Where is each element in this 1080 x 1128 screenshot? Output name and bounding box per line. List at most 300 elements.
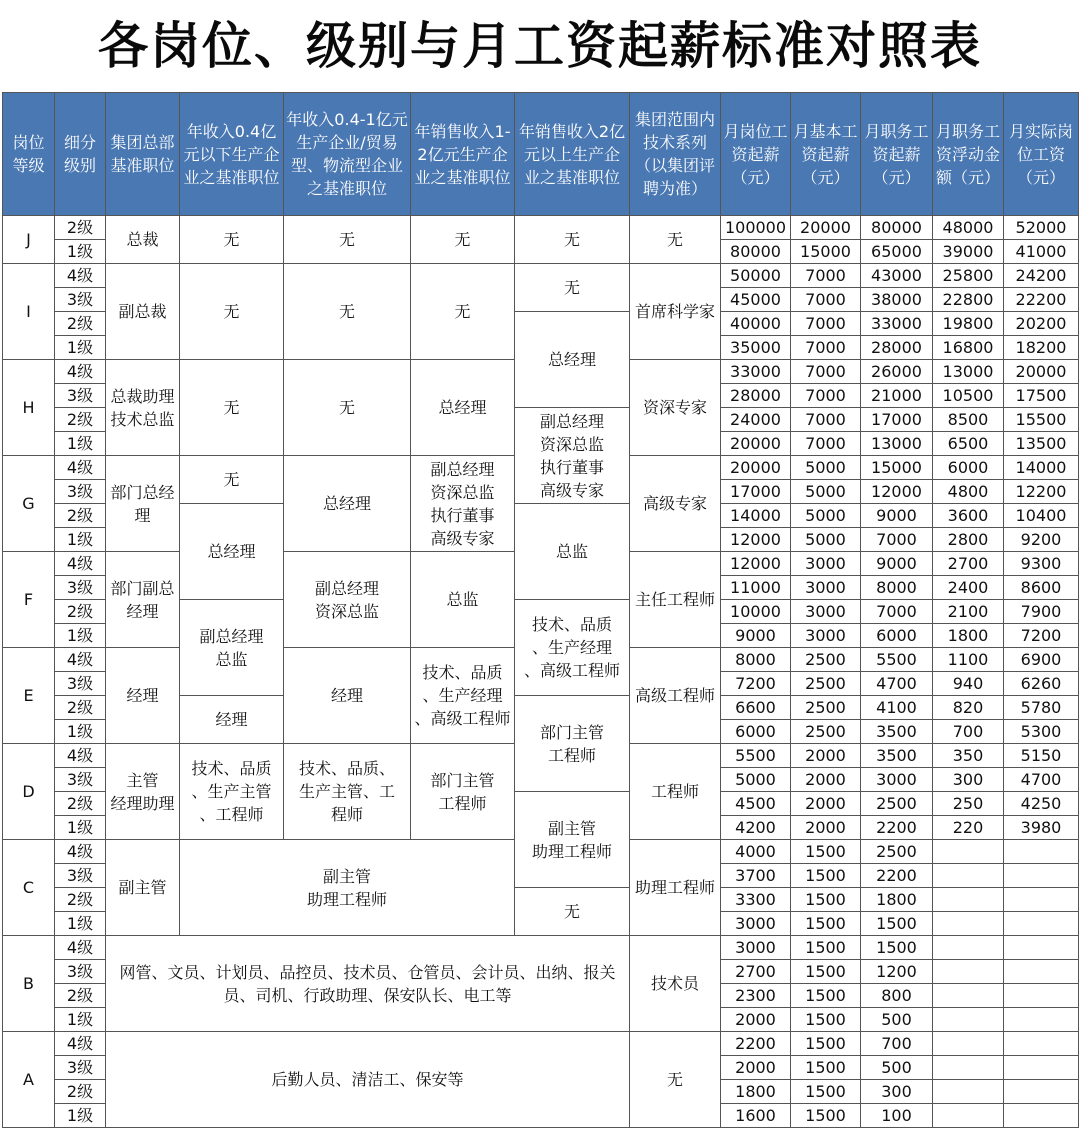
salary-value: 24200 [1004,264,1079,288]
sublevel-cell: 1级 [55,624,106,648]
grade-cell: B [3,936,55,1032]
salary-value [1004,960,1079,984]
position-cell-tech: 首席科学家 [630,264,721,360]
salary-value: 13000 [933,360,1004,384]
salary-value: 2300 [721,984,791,1008]
salary-value: 9000 [721,624,791,648]
salary-value: 2000 [791,792,861,816]
salary-value [1004,840,1079,864]
salary-value: 33000 [721,360,791,384]
salary-value: 2200 [861,816,933,840]
position-cell-hq: 后勤人员、清洁工、保安等 [106,1032,630,1128]
salary-value: 14000 [1004,456,1079,480]
salary-value [933,1104,1004,1128]
salary-value: 22200 [1004,288,1079,312]
salary-value: 2100 [933,600,1004,624]
position-cell-c4: 部门主管 工程师 [515,696,630,792]
position-cell-hq: 部门副总经理 [106,552,180,648]
salary-value: 11000 [721,576,791,600]
salary-value: 1800 [933,624,1004,648]
salary-value: 6000 [861,624,933,648]
salary-value: 2700 [721,960,791,984]
grade-cell: A [3,1032,55,1128]
salary-value: 10500 [933,384,1004,408]
salary-value: 2500 [791,696,861,720]
position-cell-c2: 无 [284,360,411,456]
salary-value: 5000 [791,480,861,504]
salary-value [1004,912,1079,936]
sublevel-cell: 4级 [55,552,106,576]
salary-value: 12000 [861,480,933,504]
sublevel-cell: 3级 [55,768,106,792]
salary-value: 9200 [1004,528,1079,552]
salary-value: 350 [933,744,1004,768]
sublevel-cell: 2级 [55,1080,106,1104]
salary-value: 1500 [861,912,933,936]
salary-value: 9000 [861,504,933,528]
salary-value: 80000 [721,240,791,264]
salary-value: 43000 [861,264,933,288]
sublevel-cell: 2级 [55,984,106,1008]
column-header: 岗位等级 [3,93,55,216]
salary-value [933,864,1004,888]
position-cell-c2: 技术、品质、 生产主管、工 程师 [284,744,411,840]
sublevel-cell: 4级 [55,744,106,768]
salary-value: 3300 [721,888,791,912]
position-cell-hq: 网管、文员、计划员、品控员、技术员、仓管员、会计员、出纳、报关员、司机、行政助理、保安队长、电工等 [106,936,630,1032]
salary-value: 8000 [721,648,791,672]
column-header: 月岗位工资起薪（元） [721,93,791,216]
table-row [3,216,1079,240]
salary-value: 1500 [791,1080,861,1104]
position-cell-tech: 助理工程师 [630,840,721,936]
salary-value: 13000 [861,432,933,456]
position-cell-c3: 总经理 [411,360,515,456]
salary-value: 5500 [721,744,791,768]
salary-value [933,840,1004,864]
salary-value: 3000 [791,624,861,648]
salary-value: 300 [861,1080,933,1104]
sublevel-cell: 2级 [55,600,106,624]
salary-value: 40000 [721,312,791,336]
sublevel-cell: 4级 [55,936,106,960]
salary-value: 48000 [933,216,1004,240]
position-cell-c4: 副总经理 资深总监 执行董事 高级专家 [515,408,630,504]
salary-value: 1500 [791,984,861,1008]
sublevel-cell: 1级 [55,720,106,744]
salary-value: 17500 [1004,384,1079,408]
salary-value: 17000 [721,480,791,504]
salary-value: 3000 [721,936,791,960]
salary-value: 28000 [861,336,933,360]
position-cell-hq: 经理 [106,648,180,744]
salary-value: 820 [933,696,1004,720]
position-cell-hq: 主管 经理助理 [106,744,180,840]
salary-value: 2700 [933,552,1004,576]
salary-value: 4200 [721,816,791,840]
table-body [3,216,1079,1128]
salary-value: 12200 [1004,480,1079,504]
salary-value: 3500 [861,744,933,768]
salary-value: 1200 [861,960,933,984]
salary-value: 3000 [791,600,861,624]
sublevel-cell: 2级 [55,696,106,720]
salary-value: 1500 [791,936,861,960]
sublevel-cell: 2级 [55,792,106,816]
salary-value: 5150 [1004,744,1079,768]
column-header: 集团范围内技术系列（以集团评聘为准） [630,93,721,216]
salary-value: 5000 [791,504,861,528]
grade-cell: J [3,216,55,264]
salary-value: 7000 [791,336,861,360]
position-cell-hq: 总裁 [106,216,180,264]
grade-cell: F [3,552,55,648]
salary-value: 3000 [861,768,933,792]
salary-value: 5000 [791,456,861,480]
salary-table [2,92,1079,1128]
salary-value: 2000 [721,1056,791,1080]
salary-value: 300 [933,768,1004,792]
salary-value [933,984,1004,1008]
salary-value: 1500 [791,1008,861,1032]
salary-value: 7000 [791,312,861,336]
sublevel-cell: 1级 [55,1008,106,1032]
position-cell-hq: 副总裁 [106,264,180,360]
position-cell-c3: 无 [411,216,515,264]
position-cell-c4: 无 [515,264,630,312]
sublevel-cell: 1级 [55,336,106,360]
salary-value: 17000 [861,408,933,432]
salary-value [1004,1080,1079,1104]
grade-cell: C [3,840,55,936]
salary-value: 16800 [933,336,1004,360]
position-cell-c1: 无 [180,360,284,456]
salary-value [1004,1056,1079,1080]
salary-value: 940 [933,672,1004,696]
salary-value: 1500 [791,1056,861,1080]
grade-cell: H [3,360,55,456]
salary-value: 39000 [933,240,1004,264]
salary-value: 7000 [791,264,861,288]
salary-value [933,1032,1004,1056]
salary-value: 2500 [791,648,861,672]
salary-value: 3700 [721,864,791,888]
position-cell-c4: 技术、品质 、生产经理 、高级工程师 [515,600,630,696]
salary-value: 5500 [861,648,933,672]
sublevel-cell: 1级 [55,816,106,840]
position-cell-hq: 部门总经理 [106,456,180,552]
position-cell-c4: 无 [515,888,630,936]
salary-value: 15000 [791,240,861,264]
position-cell-c1: 总经理 [180,504,284,600]
salary-value [1004,864,1079,888]
salary-value: 2200 [721,1032,791,1056]
sublevel-cell: 3级 [55,480,106,504]
column-header: 月职务工资起薪（元） [861,93,933,216]
salary-value: 10400 [1004,504,1079,528]
column-header: 月实际岗位工资（元） [1004,93,1079,216]
position-cell-tech: 工程师 [630,744,721,840]
sublevel-cell: 2级 [55,312,106,336]
salary-value: 2500 [791,720,861,744]
salary-value: 20000 [721,456,791,480]
salary-value: 100000 [721,216,791,240]
salary-value: 25800 [933,264,1004,288]
salary-value: 20000 [1004,360,1079,384]
position-cell-tech: 技术员 [630,936,721,1032]
salary-value: 20200 [1004,312,1079,336]
salary-value: 5000 [721,768,791,792]
salary-value: 3980 [1004,816,1079,840]
sublevel-cell: 4级 [55,264,106,288]
sublevel-cell: 4级 [55,456,106,480]
salary-value: 12000 [721,528,791,552]
position-cell-c2: 无 [284,264,411,360]
salary-value: 6900 [1004,648,1079,672]
salary-value: 100 [861,1104,933,1128]
position-cell-c2: 总经理 [284,456,411,552]
salary-value [1004,1008,1079,1032]
salary-value: 2000 [791,744,861,768]
salary-value: 4250 [1004,792,1079,816]
position-cell-c3: 无 [411,264,515,360]
salary-value: 7000 [791,384,861,408]
sublevel-cell: 4级 [55,840,106,864]
position-cell-c4: 总监 [515,504,630,600]
salary-value: 800 [861,984,933,1008]
sublevel-cell: 4级 [55,360,106,384]
salary-value: 21000 [861,384,933,408]
salary-value: 12000 [721,552,791,576]
sublevel-cell: 3级 [55,288,106,312]
salary-value: 1500 [791,960,861,984]
grade-cell: E [3,648,55,744]
column-header: 年销售收入2亿元以上生产企业之基准职位 [515,93,630,216]
salary-value: 18200 [1004,336,1079,360]
position-cell-c3: 总监 [411,552,515,648]
position-cell-c4: 副主管 助理工程师 [515,792,630,888]
salary-value: 28000 [721,384,791,408]
position-cell-c3: 副总经理 资深总监 执行董事 高级专家 [411,456,515,552]
salary-value: 7000 [861,600,933,624]
salary-value [933,1056,1004,1080]
salary-value [1004,984,1079,1008]
salary-value [933,936,1004,960]
salary-value: 35000 [721,336,791,360]
salary-value: 6000 [933,456,1004,480]
salary-value: 1800 [861,888,933,912]
position-cell-c1: 无 [180,264,284,360]
table-row [3,264,1079,288]
salary-value: 3000 [791,576,861,600]
position-cell-tech: 资深专家 [630,360,721,456]
salary-value [1004,936,1079,960]
salary-value: 80000 [861,216,933,240]
salary-value: 33000 [861,312,933,336]
salary-value: 4500 [721,792,791,816]
header-row [3,93,1079,216]
salary-value: 2200 [861,864,933,888]
sublevel-cell: 3级 [55,672,106,696]
salary-value: 3600 [933,504,1004,528]
sublevel-cell: 3级 [55,960,106,984]
salary-value: 13500 [1004,432,1079,456]
position-cell-tech: 无 [630,216,721,264]
sublevel-cell: 2级 [55,216,106,240]
salary-value: 41000 [1004,240,1079,264]
column-header: 月职务工资浮动金额（元） [933,93,1004,216]
sublevel-cell: 4级 [55,648,106,672]
salary-value: 8600 [1004,576,1079,600]
position-cell-c1: 技术、品质 、生产主管 、工程师 [180,744,284,840]
table-row [3,936,1079,960]
position-cell-tech: 无 [630,1032,721,1128]
salary-value: 50000 [721,264,791,288]
position-cell-tech: 高级专家 [630,456,721,552]
position-cell-c4: 总经理 [515,312,630,408]
sublevel-cell: 4级 [55,1032,106,1056]
column-header: 年收入0.4亿元以下生产企业之基准职位 [180,93,284,216]
salary-value: 2000 [791,768,861,792]
salary-value: 1500 [791,1104,861,1128]
position-cell-c2: 经理 [284,648,411,744]
position-cell-tech: 主任工程师 [630,552,721,648]
salary-value: 2000 [721,1008,791,1032]
salary-value: 2500 [861,792,933,816]
sublevel-cell: 1级 [55,240,106,264]
salary-value: 1100 [933,648,1004,672]
salary-value: 2500 [861,840,933,864]
salary-value: 3000 [791,552,861,576]
salary-value: 4000 [721,840,791,864]
salary-value: 9000 [861,552,933,576]
salary-value: 4100 [861,696,933,720]
position-cell-c3: 部门主管 工程师 [411,744,515,840]
salary-value: 700 [933,720,1004,744]
salary-value: 9300 [1004,552,1079,576]
salary-value: 4700 [861,672,933,696]
salary-value: 24000 [721,408,791,432]
salary-value: 4800 [933,480,1004,504]
position-cell-hq: 总裁助理 技术总监 [106,360,180,456]
salary-value: 7000 [791,288,861,312]
salary-value: 220 [933,816,1004,840]
column-header: 细分级别 [55,93,106,216]
salary-value: 7000 [791,360,861,384]
position-cell-c3: 技术、品质 、生产经理 、高级工程师 [411,648,515,744]
sublevel-cell: 1级 [55,912,106,936]
salary-value [933,1008,1004,1032]
salary-value: 1800 [721,1080,791,1104]
salary-value: 6260 [1004,672,1079,696]
salary-value: 2400 [933,576,1004,600]
salary-value: 38000 [861,288,933,312]
sublevel-cell: 2级 [55,504,106,528]
sublevel-cell: 1级 [55,528,106,552]
page-title: 各岗位、级别与月工资起薪标准对照表 [98,17,982,75]
salary-value: 2800 [933,528,1004,552]
position-cell-c1: 经理 [180,696,284,744]
sublevel-cell: 3级 [55,384,106,408]
position-cell-c1: 副总经理 总监 [180,600,284,696]
salary-value: 7900 [1004,600,1079,624]
sublevel-cell: 1级 [55,432,106,456]
salary-value: 500 [861,1056,933,1080]
salary-value: 2500 [791,672,861,696]
salary-value: 3500 [861,720,933,744]
salary-value: 20000 [721,432,791,456]
column-header: 集团总部基准职位 [106,93,180,216]
position-cell-tech: 高级工程师 [630,648,721,744]
salary-value: 7200 [721,672,791,696]
sublevel-cell: 2级 [55,888,106,912]
salary-value: 5780 [1004,696,1079,720]
column-header: 年收入0.4-1亿元生产企业/贸易型、物流型企业之基准职位 [284,93,411,216]
sublevel-cell: 2级 [55,408,106,432]
salary-value: 20000 [791,216,861,240]
salary-value: 1500 [791,840,861,864]
salary-value: 1500 [791,888,861,912]
sublevel-cell: 3级 [55,576,106,600]
salary-value: 2000 [791,816,861,840]
salary-value: 7000 [791,432,861,456]
salary-value: 10000 [721,600,791,624]
salary-value: 1500 [791,1032,861,1056]
salary-value: 14000 [721,504,791,528]
salary-value: 15000 [861,456,933,480]
position-cell-c4: 无 [515,216,630,264]
salary-value: 6500 [933,432,1004,456]
salary-value: 8500 [933,408,1004,432]
salary-value: 7000 [791,408,861,432]
column-header: 年销售收入1-2亿元生产企业之基准职位 [411,93,515,216]
grade-cell: I [3,264,55,360]
salary-value: 250 [933,792,1004,816]
salary-value: 7200 [1004,624,1079,648]
salary-value [933,960,1004,984]
position-cell-c2: 副总经理 资深总监 [284,552,411,648]
salary-value: 700 [861,1032,933,1056]
salary-value: 8000 [861,576,933,600]
salary-value: 19800 [933,312,1004,336]
salary-value: 1500 [791,864,861,888]
salary-value: 1500 [861,936,933,960]
table-row [3,1032,1079,1056]
salary-value: 45000 [721,288,791,312]
position-cell-c1: 无 [180,456,284,504]
salary-value: 7000 [861,528,933,552]
salary-value: 6600 [721,696,791,720]
salary-value: 3000 [721,912,791,936]
position-cell-hq: 副主管 [106,840,180,936]
salary-value: 5300 [1004,720,1079,744]
salary-value: 500 [861,1008,933,1032]
sublevel-cell: 3级 [55,1056,106,1080]
salary-value: 22800 [933,288,1004,312]
salary-value: 1600 [721,1104,791,1128]
salary-value [933,1080,1004,1104]
position-cell-c1: 副主管 助理工程师 [180,840,515,936]
salary-value: 52000 [1004,216,1079,240]
salary-value: 5000 [791,528,861,552]
sublevel-cell: 3级 [55,864,106,888]
salary-value: 65000 [861,240,933,264]
salary-value [933,888,1004,912]
salary-value: 15500 [1004,408,1079,432]
column-header: 月基本工资起薪（元） [791,93,861,216]
salary-value [1004,1104,1079,1128]
grade-cell: G [3,456,55,552]
